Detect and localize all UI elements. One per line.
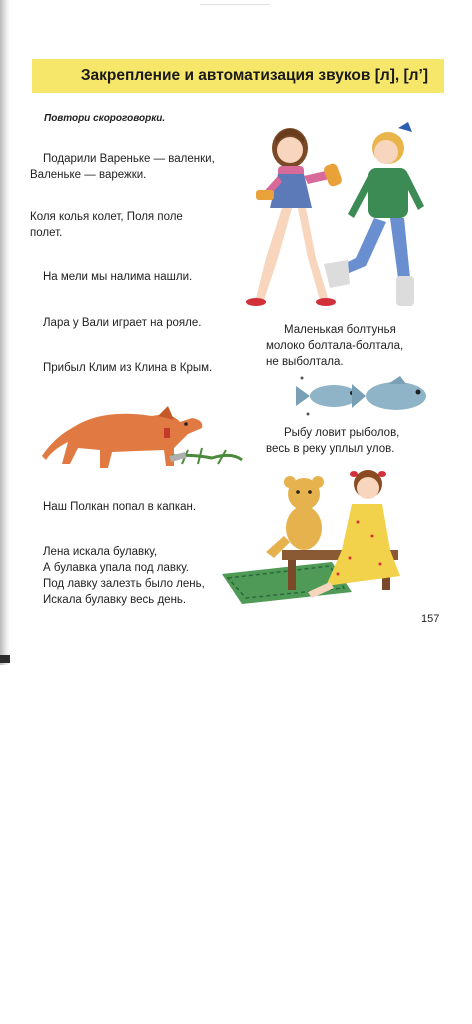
scan-artifact — [200, 4, 270, 5]
poem-3 — [43, 269, 192, 285]
poem-line: Искала булавку весь день. — [43, 594, 187, 606]
poem-8 — [43, 499, 196, 515]
poem-1 — [30, 151, 215, 183]
header-band — [32, 59, 444, 93]
fish-illustration — [296, 372, 436, 422]
poem-line: полет. — [30, 227, 63, 239]
page-number: 157 — [421, 613, 440, 625]
poem-9 — [43, 544, 205, 608]
poem-line: весь в реку уплыл улов. — [266, 443, 395, 455]
poem-line: Лена искала булавку, — [43, 546, 158, 558]
poem-line: Коля колья колет, Поля поле — [30, 211, 183, 223]
girl-and-boy-illustration — [238, 118, 438, 318]
spine-mark — [0, 655, 10, 663]
poem-line: А булавка упала под лавку. — [43, 562, 189, 574]
scan-edge — [0, 0, 10, 665]
poem-line: молоко болтала-болтала, — [266, 340, 404, 352]
poem-line: Подарили Вареньке — валенки, — [43, 153, 215, 165]
poem-line: На мели мы налима нашли. — [43, 271, 193, 283]
instruction-text: Повтори скороговорки. — [44, 113, 166, 124]
poem-line: не выболтала. — [266, 356, 344, 368]
poem-line: Прибыл Клим из Клина в Крым. — [43, 362, 213, 374]
poem-4 — [43, 315, 201, 331]
poem-line: Рыбу ловит рыболов, — [284, 427, 400, 439]
poem-line: Лара у Вали играет на рояле. — [43, 317, 202, 329]
poem-2 — [30, 209, 183, 241]
poem-line: Под лавку залезть было лень, — [43, 578, 205, 590]
poem-5 — [43, 360, 212, 376]
poem-line: Валеньке — варежки. — [30, 169, 147, 181]
poem-6 — [266, 322, 403, 370]
dog-illustration — [42, 398, 247, 478]
page-title: Закрепление и автоматизация звуков [л], [л’] — [80, 67, 428, 84]
poem-7 — [266, 425, 399, 457]
girl-with-teddy-bear-illustration — [222, 466, 402, 606]
poem-line: Наш Полкан попал в капкан. — [43, 501, 197, 513]
poem-line: Маленькая болтунья — [284, 324, 396, 336]
